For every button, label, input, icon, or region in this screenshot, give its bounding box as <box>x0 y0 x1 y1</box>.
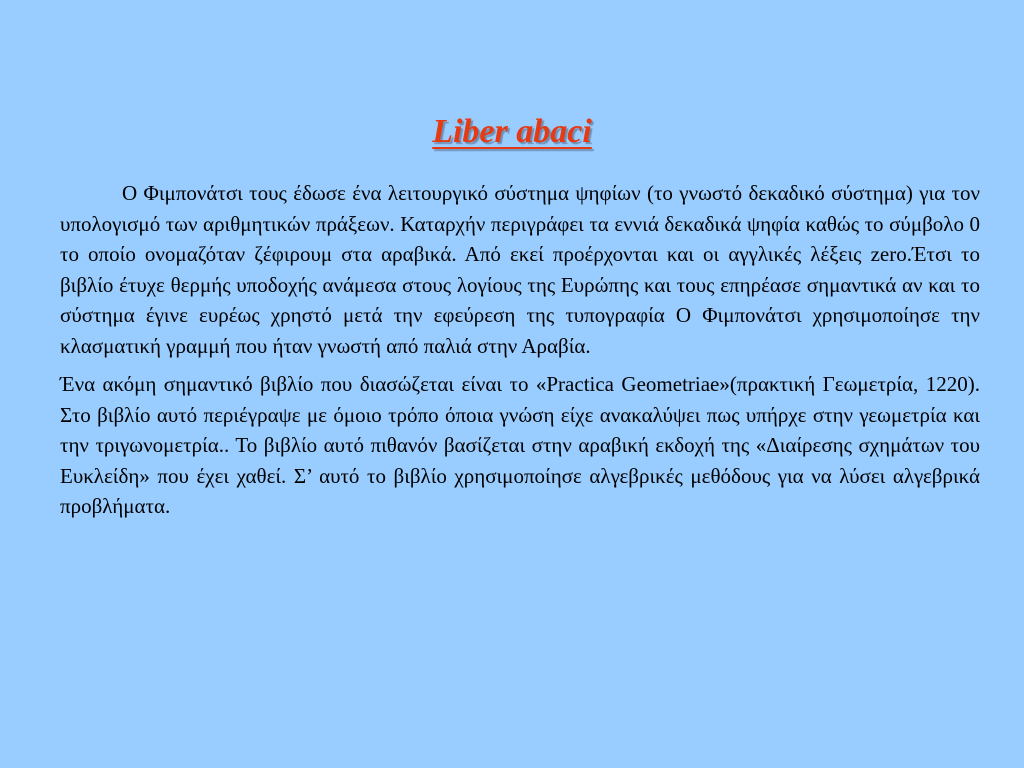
paragraph-2: Ένα ακόμη σημαντικό βιβλίο που διασώζεται είναι το «Practica Geometriae»(πρακτική Γεωμετρία, 1220). Στο βιβλίο αυτό περιέγραψε με όμοιο τρόπο όποια γνώση είχε ανακαλύψει πως υπήρχε στην γεωμετρία και την τριγωνομετρία.. Το βιβλίο αυτό πιθανόν βασίζεται στην αραβική εκδοχή της «Διαίρεσης σχημάτων του Ευκλείδη» που έχει χαθεί. Σ’ αυτό το βιβλίο χρησιμοποίησε αλγεβρικές μεθόδους για να λύσει αλγεβρικά προβλήματα. <box>60 372 980 518</box>
slide-title: Liber abaci <box>432 113 592 150</box>
slide-body <box>60 178 980 522</box>
paragraph-1: Ο Φιμπονάτσι τους έδωσε ένα λειτουργικό σύστημα ψηφίων (το γνωστό δεκαδικό σύστημα) για τον υπολογισμό των αριθμητικών πράξεων. Καταρχήν περιγράφει τα εννιά δεκαδικά ψηφία καθώς το σύμβολο 0 το οποίο ονομαζόταν ζέφιρουμ στα αραβικά. Από εκεί προέρχονται και οι αγγλικές λέξεις zero.Έτσι το βιβλίο έτυχε θερμής υποδοχής ανάμεσα στους λογίους της Ευρώπης και τους επηρέασε σημαντικά αν και το σύστημα έγινε ευρέως χρηστό μετά την εφεύρεση της τυπογραφία Ο Φιμπονάτσι χρησιμοποίησε την κλασματική γραμμή που ήταν γνωστή από παλιά στην Αραβία. <box>60 181 980 358</box>
